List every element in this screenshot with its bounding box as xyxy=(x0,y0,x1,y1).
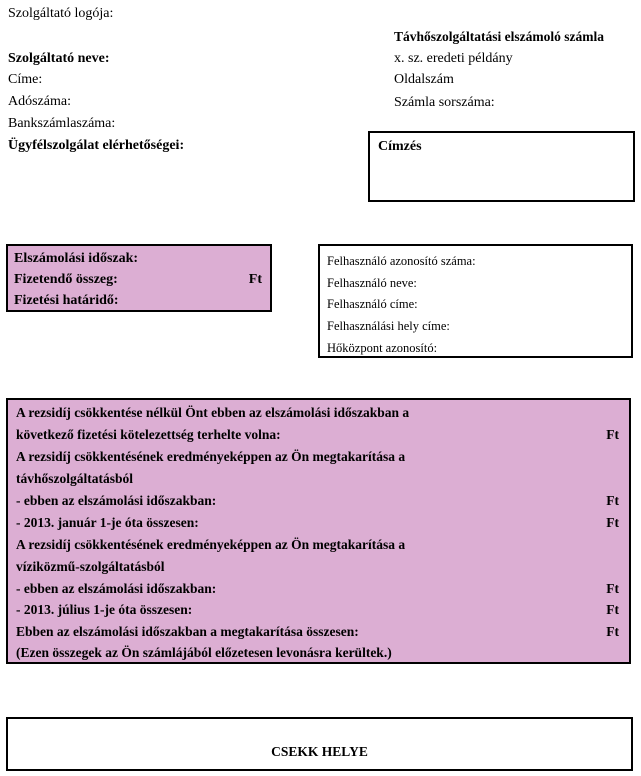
savings-line: - ebben az elszámolási időszakban: Ft xyxy=(16,493,619,508)
invoice-copy-label: x. sz. eredeti példány xyxy=(394,51,513,66)
savings-line: (Ezen összegek az Ön számlájából előzetesen levonásra kerültek.) xyxy=(16,645,392,660)
user-address-label: Felhasználó címe: xyxy=(327,297,418,311)
user-name-label: Felhasználó neve: xyxy=(327,276,417,290)
billing-deadline-label: Fizetési határidő: xyxy=(14,293,119,308)
invoice-title: Távhőszolgáltatási elszámoló számla xyxy=(394,29,604,44)
addressee-label: Címzés xyxy=(378,139,422,154)
user-info-box xyxy=(318,244,633,358)
savings-line: távhőszolgáltatásból xyxy=(16,471,134,486)
billing-amount-label: Fizetendő összeg: xyxy=(14,272,118,287)
provider-support-label: Ügyfélszolgálat elérhetőségei: xyxy=(8,138,185,153)
savings-line: - ebben az elszámolási időszakban: Ft xyxy=(16,581,619,596)
billing-summary-box xyxy=(6,244,272,312)
user-location-label: Felhasználási hely címe: xyxy=(327,319,450,333)
provider-bank-label: Bankszámlaszáma: xyxy=(8,116,116,131)
savings-line: - 2013. július 1-je óta összesen: Ft xyxy=(16,602,619,617)
provider-name-label: Szolgáltató neve: xyxy=(8,51,110,66)
addressee-box xyxy=(368,131,635,202)
savings-line: - 2013. január 1-je óta összesen: Ft xyxy=(16,515,619,530)
savings-line: következő fizetési kötelezettség terhelte volna: Ft xyxy=(16,427,619,442)
provider-tax-label: Adószáma: xyxy=(8,94,71,109)
check-label: CSEKK HELYE xyxy=(271,744,368,759)
provider-logo-label: Szolgáltató logója: xyxy=(8,6,114,21)
savings-line: víziközmű-szolgáltatásból xyxy=(16,559,165,574)
provider-address-label: Címe: xyxy=(8,72,43,87)
invoice-serial-label: Számla sorszáma: xyxy=(394,95,495,110)
savings-box xyxy=(6,398,631,664)
check-area xyxy=(6,717,633,771)
savings-line: A rezsidíj csökkentése nélkül Önt ebben az elszámolási időszakban a xyxy=(16,405,410,420)
invoice-page-label: Oldalszám xyxy=(394,72,454,87)
billing-amount-unit: Ft xyxy=(248,272,262,287)
savings-line: Ebben az elszámolási időszakban a megtakarítása összesen: Ft xyxy=(16,624,619,639)
heat-center-label: Hőközpont azonosító: xyxy=(327,341,438,355)
savings-line: A rezsidíj csökkentésének eredményeképpen az Ön megtakarítása a xyxy=(16,537,406,552)
billing-period-label: Elszámolási időszak: xyxy=(14,251,139,266)
savings-line: A rezsidíj csökkentésének eredményeképpen az Ön megtakarítása a xyxy=(16,449,406,464)
user-id-label: Felhasználó azonosító száma: xyxy=(327,254,476,268)
